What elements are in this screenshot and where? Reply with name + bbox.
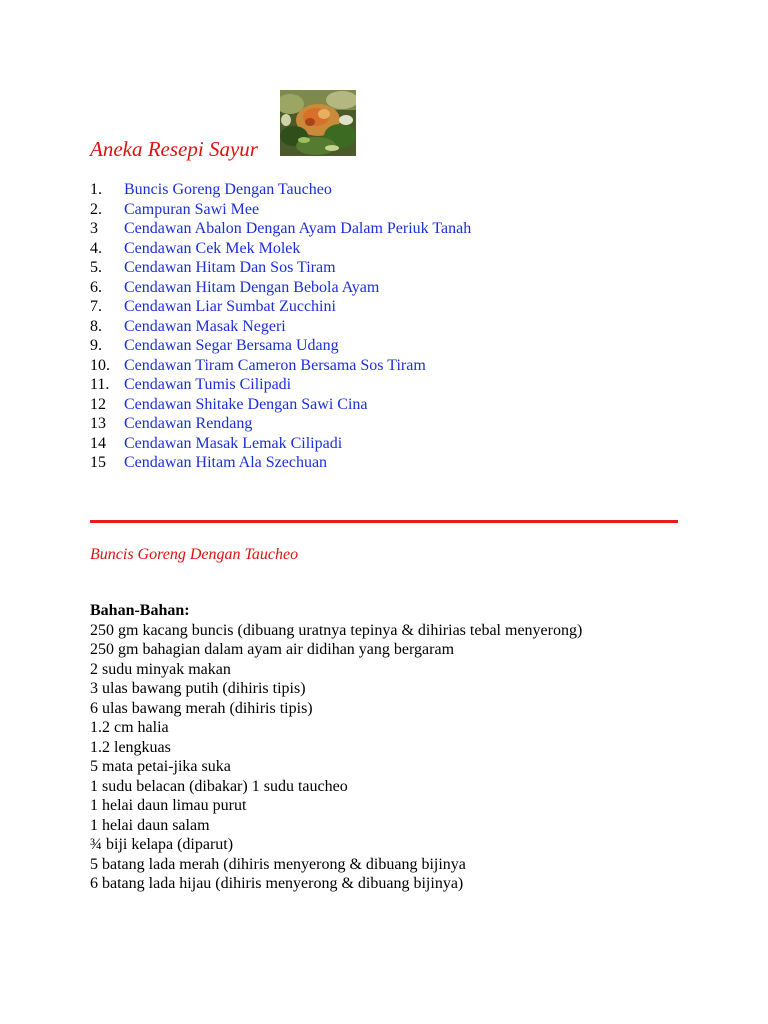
ingredient-line: 6 batang lada hijau (dihiris menyerong & dibuang bijinya) <box>90 875 464 892</box>
list-item <box>90 278 471 298</box>
page-title: Aneka Resepi Sayur <box>90 137 258 161</box>
recipe-title: Buncis Goreng Dengan Taucheo <box>90 546 299 563</box>
ingredients-block <box>90 601 582 894</box>
list-item <box>90 395 471 415</box>
recipe-link[interactable]: Cendawan Tiram Cameron Bersama Sos Tiram <box>124 356 426 374</box>
list-item <box>90 453 471 473</box>
list-number: 15 <box>90 454 106 471</box>
recipe-link[interactable]: Cendawan Masak Lemak Cilipadi <box>124 434 343 452</box>
ingredient-line: 5 mata petai-jika suka <box>90 758 231 775</box>
list-item <box>90 336 471 356</box>
ingredient-line: 250 gm bahagian dalam ayam air didihan yang bergaram <box>90 641 455 658</box>
list-number: 5. <box>90 259 102 276</box>
ingredient-line: 5 batang lada merah (dihiris menyerong & dibuang bijinya <box>90 855 466 873</box>
recipe-link[interactable]: Cendawan Hitam Ala Szechuan <box>124 454 328 471</box>
vegetable-dish-photo <box>280 90 356 156</box>
section-divider <box>90 520 678 523</box>
list-item <box>90 258 471 278</box>
ingredient-line: 1 helai daun limau purut <box>90 797 247 814</box>
list-number: 2. <box>90 200 102 218</box>
recipe-link[interactable]: Cendawan Liar Sumbat Zucchini <box>124 298 336 315</box>
ingredient-line: ¾ biji kelapa (diparut) <box>90 836 234 853</box>
ingredient-line: 1 sudu belacan (dibakar) 1 sudu taucheo <box>90 777 348 795</box>
list-item <box>90 297 471 317</box>
list-item <box>90 239 471 259</box>
list-number: 3 <box>90 220 98 237</box>
recipe-list <box>90 180 471 473</box>
recipe-link[interactable]: Cendawan Masak Negeri <box>124 317 286 335</box>
list-number: 13 <box>90 415 106 432</box>
ingredient-line: 250 gm kacang buncis (dibuang uratnya tepinya & dihirias tebal menyerong) <box>90 621 583 639</box>
list-item <box>90 219 471 239</box>
list-number: 7. <box>90 298 102 315</box>
recipe-link[interactable]: Cendawan Tumis Cilipadi <box>124 376 292 393</box>
recipe-link[interactable]: Cendawan Shitake Dengan Sawi Cina <box>124 395 368 413</box>
list-item <box>90 200 471 220</box>
ingredient-line: 6 ulas bawang merah (dihiris tipis) <box>90 699 313 717</box>
recipe-link[interactable]: Buncis Goreng Dengan Taucheo <box>124 181 332 198</box>
ingredient-line: 1.2 cm halia <box>90 719 169 736</box>
list-number: 8. <box>90 317 102 335</box>
ingredient-line: 3 ulas bawang putih (dihiris tipis) <box>90 680 306 697</box>
list-number: 12 <box>90 395 106 413</box>
list-item <box>90 434 471 454</box>
list-number: 11. <box>90 376 110 393</box>
ingredient-line: 1 helai daun salam <box>90 816 210 834</box>
list-item <box>90 414 471 434</box>
recipe-link[interactable]: Cendawan Abalon Dengan Ayam Dalam Periuk Tanah <box>124 220 472 237</box>
list-number: 10. <box>90 356 110 374</box>
ingredients-heading: Bahan-Bahan: <box>90 602 190 619</box>
recipe-link[interactable]: Cendawan Hitam Dan Sos Tiram <box>124 259 336 276</box>
recipe-link[interactable]: Cendawan Hitam Dengan Bebola Ayam <box>124 278 380 296</box>
recipe-link[interactable]: Cendawan Rendang <box>124 415 253 432</box>
list-item <box>90 356 471 376</box>
list-number: 9. <box>90 337 102 354</box>
list-item <box>90 180 471 200</box>
ingredient-line: 2 sudu minyak makan <box>90 660 231 678</box>
list-number: 14 <box>90 434 106 452</box>
recipe-link[interactable]: Cendawan Cek Mek Molek <box>124 239 301 257</box>
list-number: 4. <box>90 239 102 257</box>
list-item <box>90 317 471 337</box>
list-number: 6. <box>90 278 102 296</box>
list-number: 1. <box>90 181 102 198</box>
recipe-link[interactable]: Cendawan Segar Bersama Udang <box>124 337 339 354</box>
recipe-link[interactable]: Campuran Sawi Mee <box>124 200 260 218</box>
list-item <box>90 375 471 395</box>
ingredient-line: 1.2 lengkuas <box>90 738 171 756</box>
